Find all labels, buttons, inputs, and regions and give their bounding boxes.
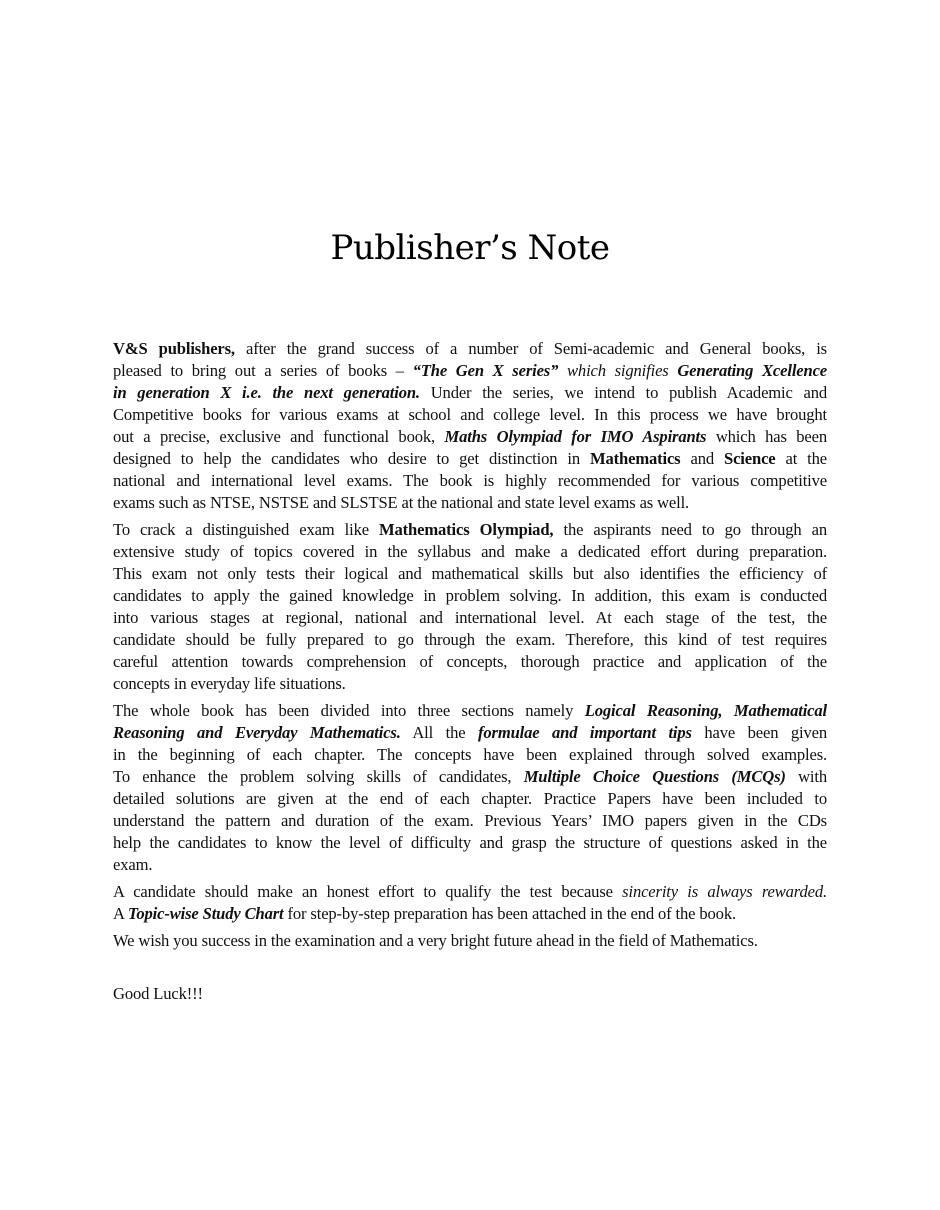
text-line	[113, 585, 827, 607]
text-run: out a precise, exclusive and functional book,	[113, 427, 445, 446]
text-run: Under the series, we intend to publish Academic and	[419, 383, 827, 402]
text-run: after the grand success of a number of Semi-academic and General books, is	[234, 339, 827, 358]
emphasis-text: sincerity is always rewarded.	[622, 882, 827, 901]
text-line	[113, 541, 827, 563]
text-run: detailed solutions are given at the end of each chapter. Practice Papers have been included to	[113, 789, 827, 808]
text-line	[113, 903, 827, 925]
text-line	[113, 470, 827, 492]
paragraph	[113, 700, 827, 876]
paragraph	[113, 338, 827, 514]
text-line	[113, 382, 827, 404]
emphasis-text: Maths Olympiad for IMO Aspirants	[444, 427, 707, 446]
paragraph	[113, 930, 827, 952]
text-line	[113, 832, 827, 854]
text-run: All the	[400, 723, 478, 742]
emphasis-text: Logical Reasoning, Mathematical	[584, 701, 827, 720]
emphasis-text: Multiple Choice Questions (MCQs)	[523, 767, 786, 786]
text-run: Competitive books for various exams at school and college level. In this process we have brought	[113, 405, 827, 424]
text-run: with	[785, 767, 827, 786]
emphasis-text: formulae and important tips	[478, 723, 692, 742]
text-run: To crack a distinguished exam like	[113, 520, 380, 539]
text-line	[113, 338, 827, 360]
emphasis-text: Science	[724, 449, 776, 468]
closing-line: Good Luck!!!	[113, 984, 203, 1003]
text-line	[113, 448, 827, 470]
text-run: designed to help the candidates who desire to get distinction in	[113, 449, 590, 468]
text-line	[113, 519, 827, 541]
paragraph	[113, 881, 827, 925]
text-line	[113, 700, 827, 722]
text-line	[113, 766, 827, 788]
text-run: help the candidates to know the level of difficulty and grasp the structure of questions asked in the	[113, 833, 827, 852]
emphasis-text: Reasoning and Everyday Mathematics.	[113, 723, 401, 742]
text-run: and	[680, 449, 725, 468]
text-line	[113, 426, 827, 448]
text-run: concepts in everyday life situations.	[113, 674, 346, 693]
text-line	[113, 563, 827, 585]
text-line	[113, 854, 827, 876]
text-line	[113, 607, 827, 629]
text-run: The whole book has been divided into three sections namely	[113, 701, 585, 720]
text-run: exam.	[113, 855, 153, 874]
emphasis-text: Mathematics Olympiad,	[379, 520, 554, 539]
text-run: This exam not only tests their logical and mathematical skills but also identifies the efficiency of	[113, 564, 827, 583]
text-run: understand the pattern and duration of the exam. Previous Years’ IMO papers given in the CDs	[113, 811, 827, 830]
text-run: in the beginning of each chapter. The concepts have been explained through solved examples.	[113, 745, 827, 764]
text-line	[113, 673, 827, 695]
emphasis-text: Mathematics	[589, 449, 681, 468]
text-run: candidate should be fully prepared to go through the exam. Therefore, this kind of test requires	[113, 630, 827, 649]
text-run: We wish you success in the examination and a very bright future ahead in the field of Mathematics.	[113, 931, 758, 950]
text-line	[113, 629, 827, 651]
emphasis-text: Topic-wise Study Chart	[127, 904, 284, 923]
emphasis-text: Generating Xcellence	[677, 361, 827, 380]
text-run: exams such as NTSE, NSTSE and SLSTSE at the national and state level exams as well.	[113, 493, 690, 512]
page-title: Publisher’s Note	[330, 228, 610, 268]
text-run: candidates to apply the gained knowledge in problem solving. In addition, this exam is conducted	[113, 586, 827, 605]
text-run: A candidate should make an honest effort to qualify the test because	[113, 882, 623, 901]
text-run: extensive study of topics covered in the syllabus and make a dedicated effort during preparation.	[113, 542, 827, 561]
text-run: national and international level exams. The book is highly recommended for various competitive	[113, 471, 827, 490]
text-run: careful attention towards comprehension of concepts, thorough practice and application of the	[113, 652, 827, 671]
text-run: have been given	[691, 723, 828, 742]
text-run: A	[113, 904, 128, 923]
text-line	[113, 788, 827, 810]
text-line	[113, 651, 827, 673]
text-line	[113, 360, 827, 382]
text-line	[113, 881, 827, 903]
text-line	[113, 492, 827, 514]
emphasis-text: V&S publishers,	[113, 339, 235, 358]
text-line	[113, 810, 827, 832]
text-run: To enhance the problem solving skills of candidates,	[113, 767, 524, 786]
text-line	[113, 404, 827, 426]
emphasis-text: in generation X i.e. the next generation.	[113, 383, 420, 402]
body-text	[113, 338, 827, 1005]
text-run: the aspirants need to go through an	[553, 520, 827, 539]
emphasis-text: “The Gen X series”	[412, 361, 559, 380]
emphasis-text: which signifies	[558, 361, 678, 380]
text-run: for step-by-step preparation has been attached in the end of the book.	[283, 904, 736, 923]
text-line	[113, 930, 827, 952]
text-run: into various stages at regional, national and international level. At each stage of the test, the	[113, 608, 827, 627]
paragraph	[113, 519, 827, 695]
text-run: pleased to bring out a series of books –	[113, 361, 413, 380]
text-line	[113, 722, 827, 744]
text-line	[113, 744, 827, 766]
text-run: which has been	[706, 427, 827, 446]
text-run: at the	[775, 449, 827, 468]
